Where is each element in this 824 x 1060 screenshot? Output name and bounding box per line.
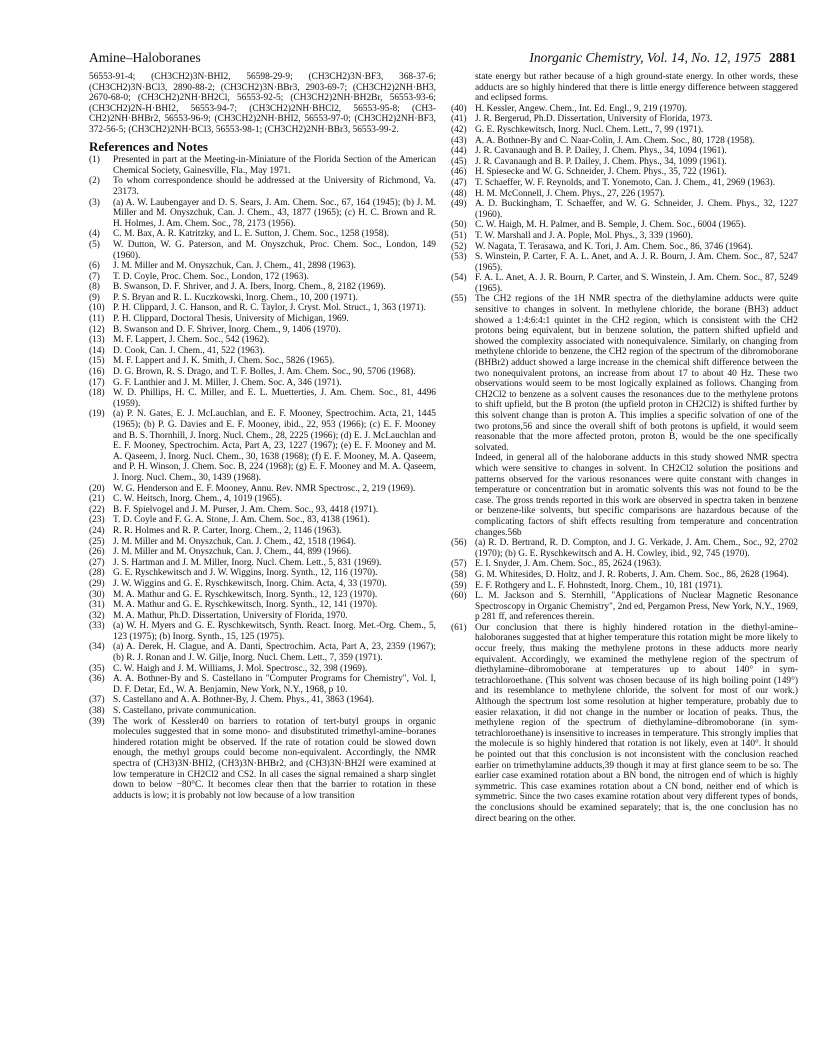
reference-number: (22)	[89, 504, 105, 515]
reference-item	[89, 484, 436, 495]
reference-text: M. F. Lappert and J. K. Smith, J. Chem. Soc., 5826 (1965).	[113, 356, 335, 367]
reference-text: J. W. Wiggins and G. E. Ryschkewitsch, Inorg. Chim. Acta, 4, 33 (1970).	[113, 578, 387, 589]
reference-text: R. R. Holmes and R. P. Carter, Inorg. Chem., 2, 1146 (1963).	[113, 525, 342, 536]
reference-text: B. F. Spielvogel and J. M. Purser, J. Am. Chem. Soc., 93, 4418 (1971).	[113, 504, 379, 515]
reference-number: (31)	[89, 600, 105, 611]
reference-number: (57)	[451, 559, 467, 570]
reference-item	[89, 388, 436, 409]
reference-text: C. M. Bax, A. R. Katritzky, and L. E. Sutton, J. Chem. Soc., 1258 (1958).	[113, 229, 389, 240]
reference-text: W. G. Henderson and E. F. Mooney, Annu. Rev. NMR Spectrosc., 2, 219 (1969).	[113, 483, 416, 494]
reference-text: B. Swanson, D. F. Shriver, and J. A. Ibers, Inorg. Chem., 8, 2182 (1969).	[113, 282, 386, 293]
journal-citation: Inorganic Chemistry, Vol. 14, No. 12, 1975	[529, 50, 761, 65]
reference-number: (5)	[89, 239, 100, 250]
reference-number: (38)	[89, 706, 105, 717]
reference-item	[89, 346, 436, 357]
reference-number: (51)	[451, 230, 467, 241]
reference-number: (9)	[89, 292, 100, 303]
reference-item	[451, 189, 798, 200]
reference-number: (19)	[89, 409, 105, 420]
reference-number: (58)	[451, 569, 467, 580]
reference-number: (56)	[451, 538, 467, 549]
reference-number: (35)	[89, 663, 105, 674]
reference-text: A. D. Buckingham, T. Schaeffer, and W. G. Schneider, J. Chem. Phys., 32, 1227 (1960).	[475, 199, 798, 220]
reference-item	[89, 642, 436, 663]
reference-text: W. Dutton, W. G. Paterson, and M. Onyszchuk, Proc. Chem. Soc., London, 149 (1960).	[113, 239, 436, 261]
reference-text: (a) A. Derek, H. Clague, and A. Danti, Spectrochim. Acta, Part A, 23, 2359 (1967); (b) R. J. Ronan and J. W. Gilje, Inorg. Nucl. Chem. Lett., 7, 359 (1971).	[113, 642, 436, 664]
reference-number: (11)	[89, 314, 105, 325]
reference-text: C. W. Haigh and J. M. Williams, J. Mol. Spectrosc., 32, 398 (1969).	[113, 663, 368, 674]
reference-item	[451, 125, 798, 136]
reference-number: (2)	[89, 176, 100, 187]
right-column	[451, 72, 798, 824]
reference-number: (41)	[451, 114, 467, 125]
reference-number: (60)	[451, 591, 467, 602]
reference-number: (47)	[451, 177, 467, 188]
reference-item	[89, 621, 436, 642]
reference-item	[451, 581, 798, 592]
reference-number: (36)	[89, 674, 105, 685]
reference-number: (8)	[89, 282, 100, 293]
reference-item	[89, 155, 436, 176]
reference-text: G. E. Ryschkewitsch, Inorg. Nucl. Chem. Lett., 7, 99 (1971).	[475, 124, 704, 135]
reference-item	[89, 314, 436, 325]
reference-item	[451, 570, 798, 581]
reference-item	[89, 537, 436, 548]
reference-item	[89, 229, 436, 240]
note-55-continued: Indeed, in general all of the haloborane adducts in this study showed NMR spectra which were sensitive to changes in solvent. In CH2Cl2 solution the positions and patterns observed for the various resonances were quite constant with changes in temperature or concentration but in aromatic solvents this was not found to be the case. The gross trends reported in this work are observed in spectra taken in benzene or benzene-like solvents, but specific comparisons are hazardous because of the complicating factors of shift effects resulting from temperature and concentration changes.56b	[475, 453, 798, 538]
reference-text: (a) W. H. Myers and G. E. Ryschkewitsch, Synth. React. Inorg. Met.-Org. Chem., 5, 123 (1975); (b) Inorg. Synth., 15, 125 (1975).	[113, 621, 436, 642]
reference-item	[451, 167, 798, 178]
reference-number: (42)	[451, 124, 467, 135]
reference-item	[451, 231, 798, 242]
reference-item	[89, 600, 436, 611]
reference-text: Presented in part at the Meeting-in-Miniature of the Florida Section of the American Chemical Society, Gainesville, Fla., May 1971.	[113, 155, 436, 176]
reference-number: (14)	[89, 345, 105, 356]
reference-number: (53)	[451, 252, 467, 263]
reference-item	[451, 294, 798, 453]
reference-number: (59)	[451, 580, 467, 591]
reference-text: H. Kessler, Angew. Chem., Int. Ed. Engl., 9, 219 (1970).	[475, 103, 688, 114]
reference-number: (34)	[89, 642, 105, 653]
reference-item	[89, 695, 436, 706]
reference-text: P. H. Clippard, J. C. Hanson, and R. C. Taylor, J. Cryst. Mol. Struct., 1, 363 (1971).	[113, 303, 426, 314]
reference-number: (32)	[89, 610, 105, 621]
reference-item	[89, 378, 436, 389]
reference-item	[89, 526, 436, 537]
reference-number: (40)	[451, 103, 467, 114]
reference-text: T. D. Coyle, Proc. Chem. Soc., London, 172 (1963).	[113, 271, 309, 282]
reference-text: M. F. Lappert, J. Chem. Soc., 542 (1962).	[113, 335, 270, 346]
reference-item	[451, 114, 798, 125]
reference-number: (1)	[89, 155, 100, 166]
references-list-right-2	[451, 538, 798, 824]
reference-number: (10)	[89, 303, 105, 314]
references-list-left	[89, 155, 436, 801]
reference-item	[89, 579, 436, 590]
reference-item	[89, 706, 436, 717]
reference-text: J. R. Cavanaugh and B. P. Dailey, J. Chem. Phys., 34, 1099 (1961).	[475, 156, 727, 167]
reference-number: (37)	[89, 695, 105, 706]
reference-number: (16)	[89, 367, 105, 378]
reference-text: J. S. Hartman and J. M. Miller, Inorg. Nucl. Chem. Lett., 5, 831 (1969).	[113, 557, 382, 568]
reference-item	[89, 303, 436, 314]
reference-item	[89, 494, 436, 505]
reference-item	[89, 547, 436, 558]
reference-number: (30)	[89, 589, 105, 600]
reference-text: G. F. Lanthier and J. M. Miller, J. Chem. Soc. A, 346 (1971).	[113, 377, 342, 388]
reference-item	[451, 136, 798, 147]
note-39-continued: state energy but rather because of a high ground-state energy. In other words, these adducts are so highly hindered that there is little energy difference between staggered and eclipsed forms.	[475, 72, 798, 104]
reference-text: W. Nagata, T. Terasawa, and K. Tori, J. Am. Chem. Soc., 86, 3746 (1964).	[475, 241, 753, 252]
reference-text: E. F. Rothgery and L. F. Hohnstedt, Inorg. Chem., 10, 181 (1971).	[475, 580, 723, 591]
reference-number: (52)	[451, 241, 467, 252]
reference-item	[451, 273, 798, 294]
reference-item	[89, 568, 436, 579]
reference-text: J. R. Bergerud, Ph.D. Dissertation, University of Florida, 1973.	[475, 114, 713, 125]
reference-number: (13)	[89, 335, 105, 346]
reference-text: A. A. Bothner-By and S. Castellano in "Computer Programs for Chemistry", Vol. I, D. F. Detar, Ed., W. A. Benjamin, New York, N.Y., 1968, p 10.	[113, 674, 436, 695]
reference-item	[89, 261, 436, 272]
reference-text: P. H. Clippard, Doctoral Thesis, University of Michigan, 1969.	[113, 314, 349, 325]
reference-text: J. M. Miller and M. Onyszchuk, Can. J. Chem., 41, 2898 (1963).	[113, 261, 356, 272]
reference-number: (48)	[451, 188, 467, 199]
reference-item	[89, 356, 436, 367]
reference-text: A. A. Bothner-By and C. Naar-Colin, J. Am. Chem. Soc., 80, 1728 (1958).	[475, 135, 755, 146]
reference-number: (55)	[451, 294, 467, 305]
reference-number: (27)	[89, 557, 105, 568]
reference-text: The CH2 regions of the 1H NMR spectra of the diethylamine adducts were quite sensitive to changes in solvent. In methylene chloride, the borane (BH3) adduct showed a 1:4:6:4:1 quintet in the CH2 region, which is consistent with the CH2 protons being equivalent, but in benzene solution, the pattern shifted upfield and showed the complexity associated with nonequivalence. Similarly, on changing from methylene chloride to benzene, the CH2 region of the spectrum of the dibromoborane (BHBr2) adduct showed a large increase in the chemical shift difference between the two nonequivalent protons, an increase from about 17 to about 40 Hz. These two observations would seem to be most logically explained as follows. Changing from CH2Cl2 to benzene as a solvent causes the resonances due to the methylene protons to shift upfield, but the B proton (the upfield proton in CH2Cl2) is shifted further by this solvent change than is proton A. This implies a specific solvation of one of the two protons,56 and since the overall shift of both protons is upfield, it would seem reasonable that the more affected proton, proton B, would be the one specifically solvated.	[475, 294, 798, 453]
reference-text: J. M. Miller and M. Onyszchuk, Can. J. Chem., 42, 1518 (1964).	[113, 536, 356, 547]
reference-text: To whom correspondence should be addressed at the University of Richmond, Va. 23173.	[113, 176, 436, 197]
reference-item	[89, 664, 436, 675]
reference-item	[89, 272, 436, 283]
reference-text: M. A. Mathur and G. E. Ryschkewitsch, Inorg. Synth., 12, 123 (1970).	[113, 589, 378, 600]
reference-item	[451, 199, 798, 220]
reference-number: (45)	[451, 156, 467, 167]
reference-text: B. Swanson and D. F. Shriver, Inorg. Chem., 9, 1406 (1970).	[113, 324, 341, 335]
reference-text: T. Schaeffer, W. F. Reynolds, and T. Yonemoto, Can. J. Chem., 41, 2969 (1963).	[475, 177, 775, 188]
reference-number: (44)	[451, 146, 467, 157]
reference-text: Our conclusion that there is highly hindered rotation in the diethyl-amine–haloboranes suggested that at higher temperature this rotation might be more likely to occur freely, thus making the methylene protons in these adducts more nearly equivalent. Accordingly, we examined the methylene region of the spectrum of diethylamine–dibromoborane at temperatures up to about 140° in sym-tetrachloroethane. (This solvent was chosen because of its high boiling point (149°) and its resemblance to methylene chloride, the solvent for most of our work.) Although the spectrum lost some resolution at higher temperature, probably due to easier relaxation, it did not change in the number or location of peaks. Thus, the methylene region of the spectrum of diethylamine–dibromoborane (in sym-tetrachloroethane) is insensitive to increases in temperature. This strongly implies that the molecule is so highly hindered that rotation is not likely, even at 140°. It should be pointed out that this conclusion is not inconsistent with the conclusion reached earlier on trimethylamine adducts,39 though it may at first glance seem to be so. The earlier case examined rotation about a BN bond, the nitrogen end of which is highly symmetric. This case examines rotation about a CN bond, neither end of which is symmetric. Since the two cases examine rotation about very different types of bonds, the conclusions should be examined separately; that is, the one conclusion has no direct bearing on the other.	[475, 622, 798, 824]
reference-text: (a) A. W. Laubengayer and D. S. Sears, J. Am. Chem. Soc., 67, 164 (1945); (b) J. M. Miller and M. Onyszchuk, Can. J. Chem., 43, 1877 (1965); (c) H. C. Brown and R. H. Holmes, J. Am. Chem. Soc., 78, 2173 (1956).	[113, 197, 436, 229]
reference-text: G. M. Whitesides, D. Holtz, and J. R. Roberts, J. Am. Chem. Soc., 86, 2628 (1964).	[475, 569, 789, 580]
reference-number: (20)	[89, 483, 105, 494]
reference-text: D. G. Brown, R. S. Drago, and T. F. Bolles, J. Am. Chem. Soc., 90, 5706 (1968).	[113, 367, 416, 378]
reference-item	[451, 559, 798, 570]
reference-item	[451, 538, 798, 559]
reference-number: (17)	[89, 377, 105, 388]
reference-text: D. Cook, Can. J. Chem., 41, 522 (1963).	[113, 345, 265, 356]
reference-number: (33)	[89, 621, 105, 632]
reference-text: F. A. L. Anet, A. J. R. Bourn, P. Carter, and S. Winstein, J. Am. Chem. Soc., 87, 5249 (1965).	[475, 273, 798, 294]
reference-text: J. M. Miller and M. Onyszchuk, Can. J. Chem., 44, 899 (1966).	[113, 547, 352, 558]
reference-item	[451, 146, 798, 157]
reference-number: (4)	[89, 229, 100, 240]
references-heading: References and Notes	[89, 138, 208, 154]
reference-item	[451, 104, 798, 115]
reference-item	[89, 505, 436, 516]
page-number: 2881	[769, 50, 796, 65]
reference-number: (7)	[89, 271, 100, 282]
reference-text: The work of Kessler40 on barriers to rotation of tert-butyl groups in organic molecules suggested that in some mono- and disubstituted trimethyl-amine–boranes hindered rotation might be observed. If the rate of rotation could be slowed down enough, the methyl groups could become non-equivalent. Accordingly, the NMR spectra of (CH3)3N·BHI2, (CH3)3N·BHBr2, and (CH3)3N·BH2I were examined at low temperature in CH2Cl2 and CS2. In all cases the signal remained a sharp singlet down to below −80°C. It becomes clear then that the barrier to rotation in these adducts is low; it is probably not low because of a low transition	[113, 716, 436, 801]
reference-text: M. A. Mathur, Ph.D. Dissertation, University of Florida, 1970.	[113, 610, 348, 621]
reference-number: (28)	[89, 568, 105, 579]
reference-number: (26)	[89, 547, 105, 558]
reference-item	[89, 282, 436, 293]
reference-text: S. Castellano and A. A. Bothner-By, J. Chem. Phys., 41, 3863 (1964).	[113, 695, 374, 706]
reference-item	[451, 178, 798, 189]
reference-text: H. M. McConnell, J. Chem. Phys., 27, 226 (1957).	[475, 188, 665, 199]
reference-text: T. W. Marshall and J. A. Pople, Mol. Phys., 3, 339 (1960).	[475, 230, 693, 241]
reference-number: (3)	[89, 197, 100, 208]
reference-text: (a) R. D. Bertrand, R. D. Compton, and J. G. Verkade, J. Am. Chem., Soc., 92, 2702 (1970); (b) G. E. Ryschkewitsch and A. H. Cowley, ibid., 92, 745 (1970).	[475, 538, 798, 559]
reference-text: E. I. Snyder, J. Am. Chem. Soc., 85, 2624 (1963).	[475, 559, 662, 570]
reference-item	[89, 198, 436, 230]
reference-text: L. M. Jackson and S. Sternhill, "Applications of Nuclear Magnetic Resonance Spectroscopy in Organic Chemistry", 2nd ed, Pergamon Press, New York, N.Y., 1969, p 281 ff, and references therein.	[475, 591, 798, 623]
reference-text: S. Castellano, private communication.	[113, 706, 257, 717]
reference-number: (50)	[451, 220, 467, 231]
running-head-journal	[529, 50, 796, 66]
reference-number: (46)	[451, 167, 467, 178]
reference-number: (24)	[89, 525, 105, 536]
reference-item	[451, 623, 798, 824]
reference-item	[89, 558, 436, 569]
reference-text: P. S. Bryan and R. L. Kuczkowski, Inorg. Chem., 10, 200 (1971).	[113, 292, 358, 303]
reference-item	[89, 590, 436, 601]
reference-item	[89, 325, 436, 336]
reference-item	[451, 591, 798, 623]
reference-text: W. D. Phillips, H. C. Miller, and E. L. Muetterties, J. Am. Chem. Soc., 81, 4496 (1959).	[113, 388, 436, 409]
left-column	[89, 72, 436, 801]
references-list-right	[451, 104, 798, 454]
reference-number: (18)	[89, 388, 105, 399]
running-head-title: Amine–Haloboranes	[89, 50, 201, 65]
registry-numbers: 56553-91-4; (CH3CH2)3N·BHI2, 56598-29-9; (CH3CH2)3N·BF3, 368-37-6; (CH3CH2)3N·BCl3, 2890-88-2; (CH3CH2)3N·BBr3, 2903-69-7; (CH3CH2)2NH·BH3, 2670-68-0; (CH3CH2)2NH·BH2Cl, 56553-92-5; (CH3CH2)2NH·BH2Br, 56553-93-6; (CH3CH2)2N-H·BHI2, 56553-94-7; (CH3CH2)2NH·BHCl2, 56553-95-8; (CH3-CH2)2NH·BHBr2, 56553-96-9; (CH3CH2)2NH·BHI2, 56553-97-0; (CH3CH2)2NH·BF3, 372-56-5; (CH3CH2)2NH·BCl3, 56553-98-1; (CH3CH2)2NH·BBr3, 56553-99-2.	[89, 72, 436, 135]
reference-number: (15)	[89, 356, 105, 367]
reference-text: S. Winstein, P. Carter, F. A. L. Anet, and A. J. R. Bourn, J. Am. Chem. Soc., 87, 5247 (1965).	[475, 252, 798, 273]
reference-number: (39)	[89, 716, 105, 727]
reference-item	[451, 242, 798, 253]
reference-item	[89, 515, 436, 526]
reference-text: C. W. Haigh, M. H. Palmer, and B. Semple, J. Chem. Soc., 6004 (1965).	[475, 220, 746, 231]
reference-item	[89, 240, 436, 261]
reference-item	[451, 157, 798, 168]
reference-number: (29)	[89, 578, 105, 589]
reference-item	[89, 335, 436, 346]
reference-text: (a) P. N. Gates, E. J. McLauchlan, and E. F. Mooney, Spectrochim. Acta, 21, 1445 (1965); (b) P. G. Davies and E. F. Mooney, ibid., 22, 953 (1966); (c) E. F. Mooney and B. S. Thornhill, J. Inorg. Nucl. Chem., 28, 2225 (1966); (d) E. J. McLauchlan and E. F. Mooney, Spectrochim. Acta, Part A, 23, 1227 (1967); (e) E. F. Mooney and M. A. Qaseem, J. Inorg. Nucl. Chem., 30, 1638 (1968); (f) E. F. Mooney, M. A. Qaseem, and P. H. Winson, J. Chem. Soc. B, 224 (1968); (g) E. F. Mooney and M. A. Qaseem, J. Inorg. Nucl. Chem., 30, 1439 (1968).	[113, 409, 436, 483]
reference-number: (21)	[89, 494, 105, 505]
reference-number: (49)	[451, 199, 467, 210]
reference-number: (23)	[89, 515, 105, 526]
reference-number: (61)	[451, 622, 467, 633]
reference-number: (6)	[89, 261, 100, 272]
reference-text: M. A. Mathur and G. E. Ryschkewitsch, Inorg. Synth., 12, 141 (1970).	[113, 600, 378, 611]
reference-number: (25)	[89, 536, 105, 547]
reference-item	[89, 409, 436, 483]
reference-item	[89, 293, 436, 304]
reference-item	[89, 176, 436, 197]
reference-text: T. D. Coyle and F. G. A. Stone, J. Am. Chem. Soc., 83, 4138 (1961).	[113, 515, 370, 526]
reference-item	[89, 611, 436, 622]
reference-number: (43)	[451, 135, 467, 146]
reference-item	[89, 717, 436, 802]
reference-number: (12)	[89, 324, 105, 335]
reference-text: G. E. Ryschkewitsch and J. W. Wiggins, Inorg. Synth., 12, 116 (1970).	[113, 568, 378, 579]
reference-item	[89, 367, 436, 378]
reference-text: C. W. Heitsch, Inorg. Chem., 4, 1019 (1965).	[113, 494, 282, 505]
reference-item	[451, 220, 798, 231]
reference-item	[451, 252, 798, 273]
reference-item	[89, 674, 436, 695]
reference-number: (54)	[451, 273, 467, 284]
reference-text: H. Spiesecke and W. G. Schneider, J. Chem. Phys., 35, 722 (1961).	[475, 167, 727, 178]
reference-text: J. R. Cavanaugh and B. P. Dailey, J. Chem. Phys., 34, 1094 (1961).	[475, 146, 727, 157]
